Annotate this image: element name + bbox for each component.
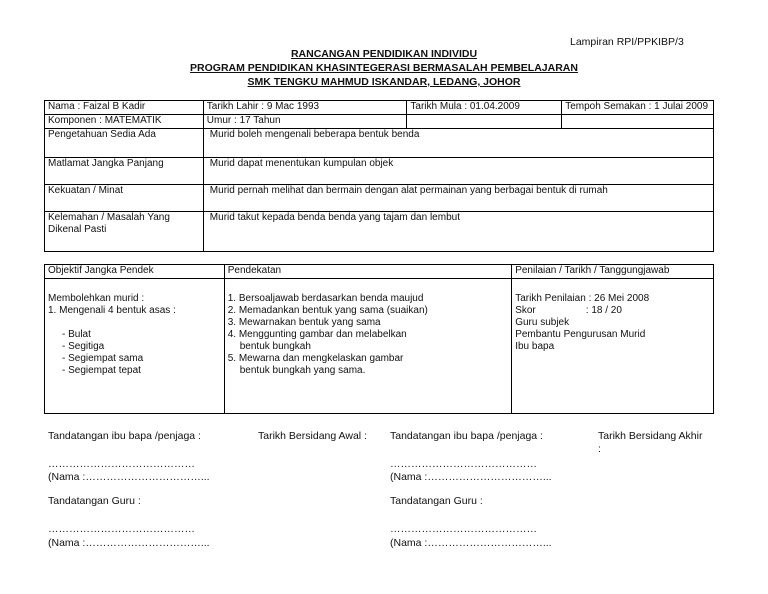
program-title: PROGRAM PENDIDIKAN KHASINTEGERASI BERMASALAH PEMBELAJARAN <box>190 62 578 74</box>
component: Komponen : MATEMATIK <box>45 115 204 129</box>
profile-value: Murid boleh mengenali beberapa bentuk benda <box>203 129 713 158</box>
student-age: Umur : 17 Tahun <box>203 115 407 129</box>
approach-item: 2. Memadankan bentuk yang sama (suaikan) <box>227 305 428 316</box>
evaluation-item: Guru subjek <box>515 317 570 328</box>
shape-item: - Segiempat sama <box>62 353 144 364</box>
parent-signature-label-left: Tandatangan ibu bapa /penjaga : <box>48 430 201 442</box>
student-name: Nama : Faizal B Kadir <box>45 101 204 115</box>
student-info-table <box>44 100 714 252</box>
teacher-signature-line-right[interactable]: …………………………………… <box>390 523 537 535</box>
shape-item: - Bulat <box>62 329 91 340</box>
teacher-signature-line-left[interactable]: …………………………………… <box>48 523 195 535</box>
teacher-name-line-right[interactable]: (Nama :……………………………... <box>390 537 552 549</box>
teacher-name-line-left[interactable]: (Nama :……………………………... <box>48 537 210 549</box>
profile-label: Kekuatan / Minat <box>45 185 204 212</box>
objective-cell <box>45 279 225 414</box>
shape-item: - Segitiga <box>62 341 105 352</box>
shape-item: - Segiempat tepat <box>62 365 141 376</box>
approach-item: 4. Menggunting gambar dan melabelkan <box>227 329 407 340</box>
evaluation-item: Ibu bapa <box>515 341 555 352</box>
teacher-signature-label-right: Tandatangan Guru : <box>390 495 483 507</box>
teacher-signature-label-left: Tandatangan Guru : <box>48 495 141 507</box>
parent-signature-line-right[interactable]: …………………………………… <box>390 458 537 470</box>
parent-signature-line-left[interactable]: …………………………………… <box>48 458 195 470</box>
evaluation-item: Skor : 18 / 20 <box>515 305 622 316</box>
plan-table <box>44 264 714 414</box>
date-of-birth: Tarikh Lahir : 9 Mac 1993 <box>203 101 407 115</box>
objective-item: 1. Mengenali 4 bentuk asas : <box>48 305 176 316</box>
plan-header: Pendekatan <box>224 265 511 279</box>
approach-item: bentuk bungkah yang sama. <box>239 365 366 376</box>
plan-header: Penilaian / Tarikh / Tanggungjawab <box>512 265 714 279</box>
profile-value: Murid pernah melihat dan bermain dengan alat permainan yang berbagai bentuk di rumah <box>203 185 713 212</box>
school-title: SMK TENGKU MAHMUD ISKANDAR, LEDANG, JOHOR <box>247 76 521 88</box>
profile-value: Murid dapat menentukan kumpulan objek <box>203 158 713 185</box>
profile-label: Pengetahuan Sedia Ada <box>45 129 204 158</box>
meeting-start-date-label: Tarikh Bersidang Awal : <box>258 430 367 442</box>
profile-value: Murid takut kepada benda benda yang tajam dan lembut <box>203 212 713 252</box>
approach-item: 5. Mewarna dan mengkelaskan gambar <box>227 353 404 364</box>
reference-code: Lampiran RPI/PPKIBP/3 <box>570 36 684 48</box>
approach-item: 3. Mewarnakan bentuk yang sama <box>227 317 381 328</box>
start-date: Tarikh Mula : 01.04.2009 <box>407 101 562 115</box>
parent-name-line-left[interactable]: (Nama :……………………………... <box>48 471 210 483</box>
review-date: Tempoh Semakan : 1 Julai 2009 <box>562 101 714 115</box>
approach-item: 1. Bersoaljawab berdasarkan benda maujud <box>227 293 424 304</box>
profile-label: Kelemahan / Masalah Yang Dikenal Pasti <box>45 212 204 252</box>
document-title: RANCANGAN PENDIDIKAN INDIVIDU <box>290 48 478 60</box>
objective-intro: Membolehkan murid : <box>48 293 145 304</box>
approach-item: bentuk bungkah <box>239 341 311 352</box>
plan-header: Objektif Jangka Pendek <box>45 265 225 279</box>
parent-name-line-right[interactable]: (Nama :……………………………... <box>390 471 552 483</box>
approach-cell <box>224 279 511 414</box>
evaluation-item: Pembantu Pengurusan Murid <box>515 329 646 340</box>
meeting-end-date-label: Tarikh Bersidang Akhir : <box>598 430 703 455</box>
evaluation-cell <box>512 279 714 414</box>
evaluation-item: Tarikh Penilaian : 26 Mei 2008 <box>515 293 650 304</box>
parent-signature-label-right: Tandatangan ibu bapa /penjaga : <box>390 430 543 442</box>
profile-label: Matlamat Jangka Panjang <box>45 158 204 185</box>
